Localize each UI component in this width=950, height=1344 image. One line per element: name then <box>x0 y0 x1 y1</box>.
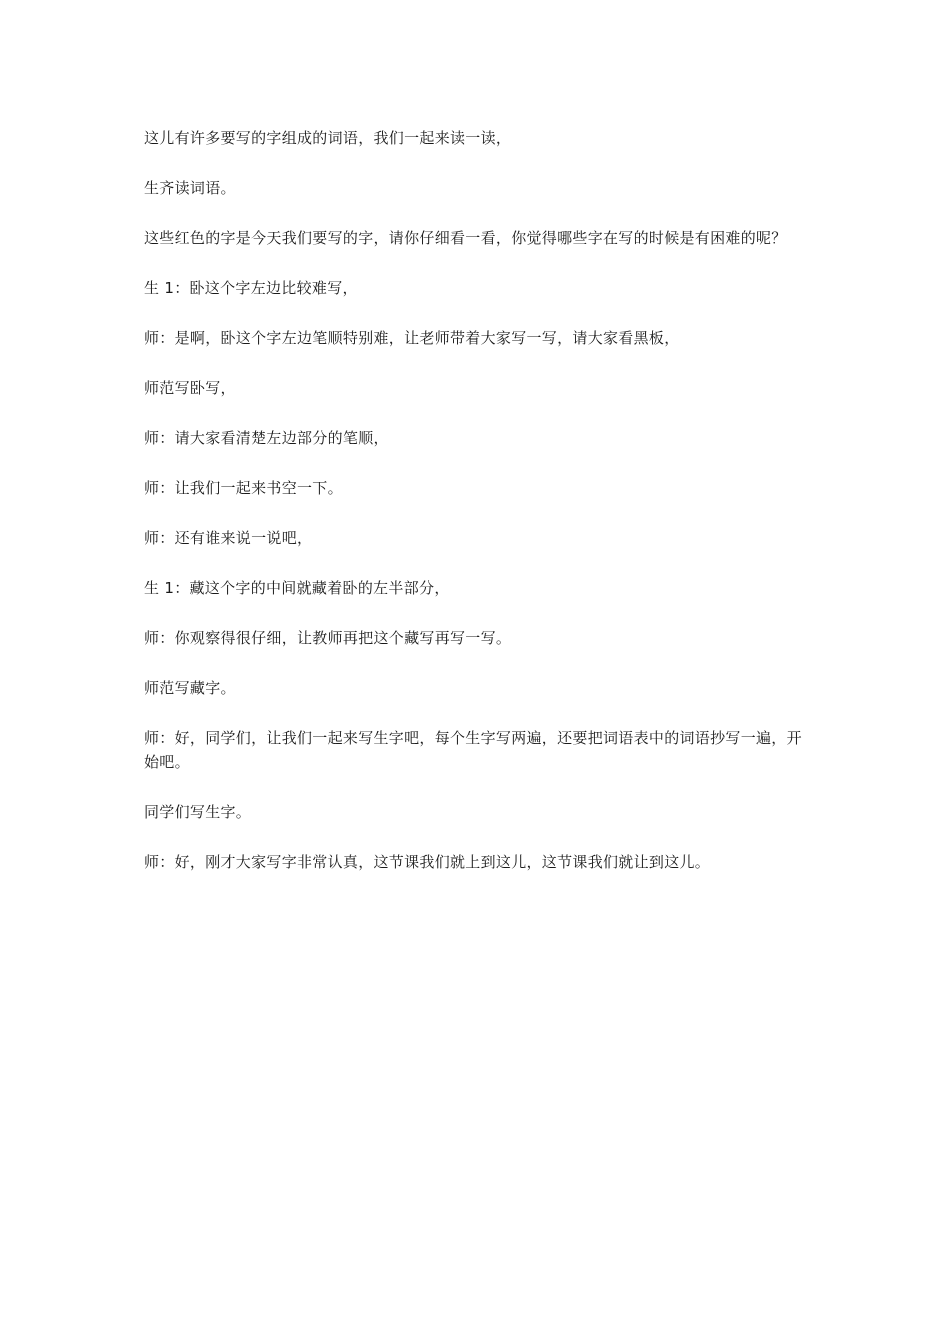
paragraph: 生 1：藏这个字的中间就藏着卧的左半部分， <box>144 579 450 597</box>
paragraph: 师：是啊，卧这个字左边笔顺特别难，让老师带着大家写一写，请大家看黑板， <box>144 329 680 347</box>
paragraph: 师：好，刚才大家写字非常认真，这节课我们就上到这儿，这节课我们就让到这儿。 <box>144 853 711 871</box>
paragraph: 师范写卧写， <box>144 379 236 397</box>
paragraph: 这儿有许多要写的字组成的词语，我们一起来读一读， <box>144 129 512 147</box>
paragraph: 师：让我们一起来书空一下。 <box>144 479 343 497</box>
document-body <box>144 126 812 900</box>
paragraph: 师：请大家看清楚左边部分的笔顺， <box>144 429 389 447</box>
paragraph: 生 1：卧这个字左边比较难写， <box>144 279 358 297</box>
paragraph: 师：还有谁来说一说吧， <box>144 529 313 547</box>
paragraph: 生齐读词语。 <box>144 179 236 197</box>
paragraph: 这些红色的字是今天我们要写的字，请你仔细看一看，你觉得哪些字在写的时候是有困难的呢？ <box>144 229 787 247</box>
paragraph: 同学们写生字。 <box>144 803 252 821</box>
paragraph: 师范写藏字。 <box>144 679 236 697</box>
paragraph: 师：好，同学们，让我们一起来写生字吧，每个生字写两遍，还要把词语表中的词语抄写一遍，开始吧。 <box>144 729 802 771</box>
paragraph: 师：你观察得很仔细，让教师再把这个藏写再写一写。 <box>144 629 512 647</box>
